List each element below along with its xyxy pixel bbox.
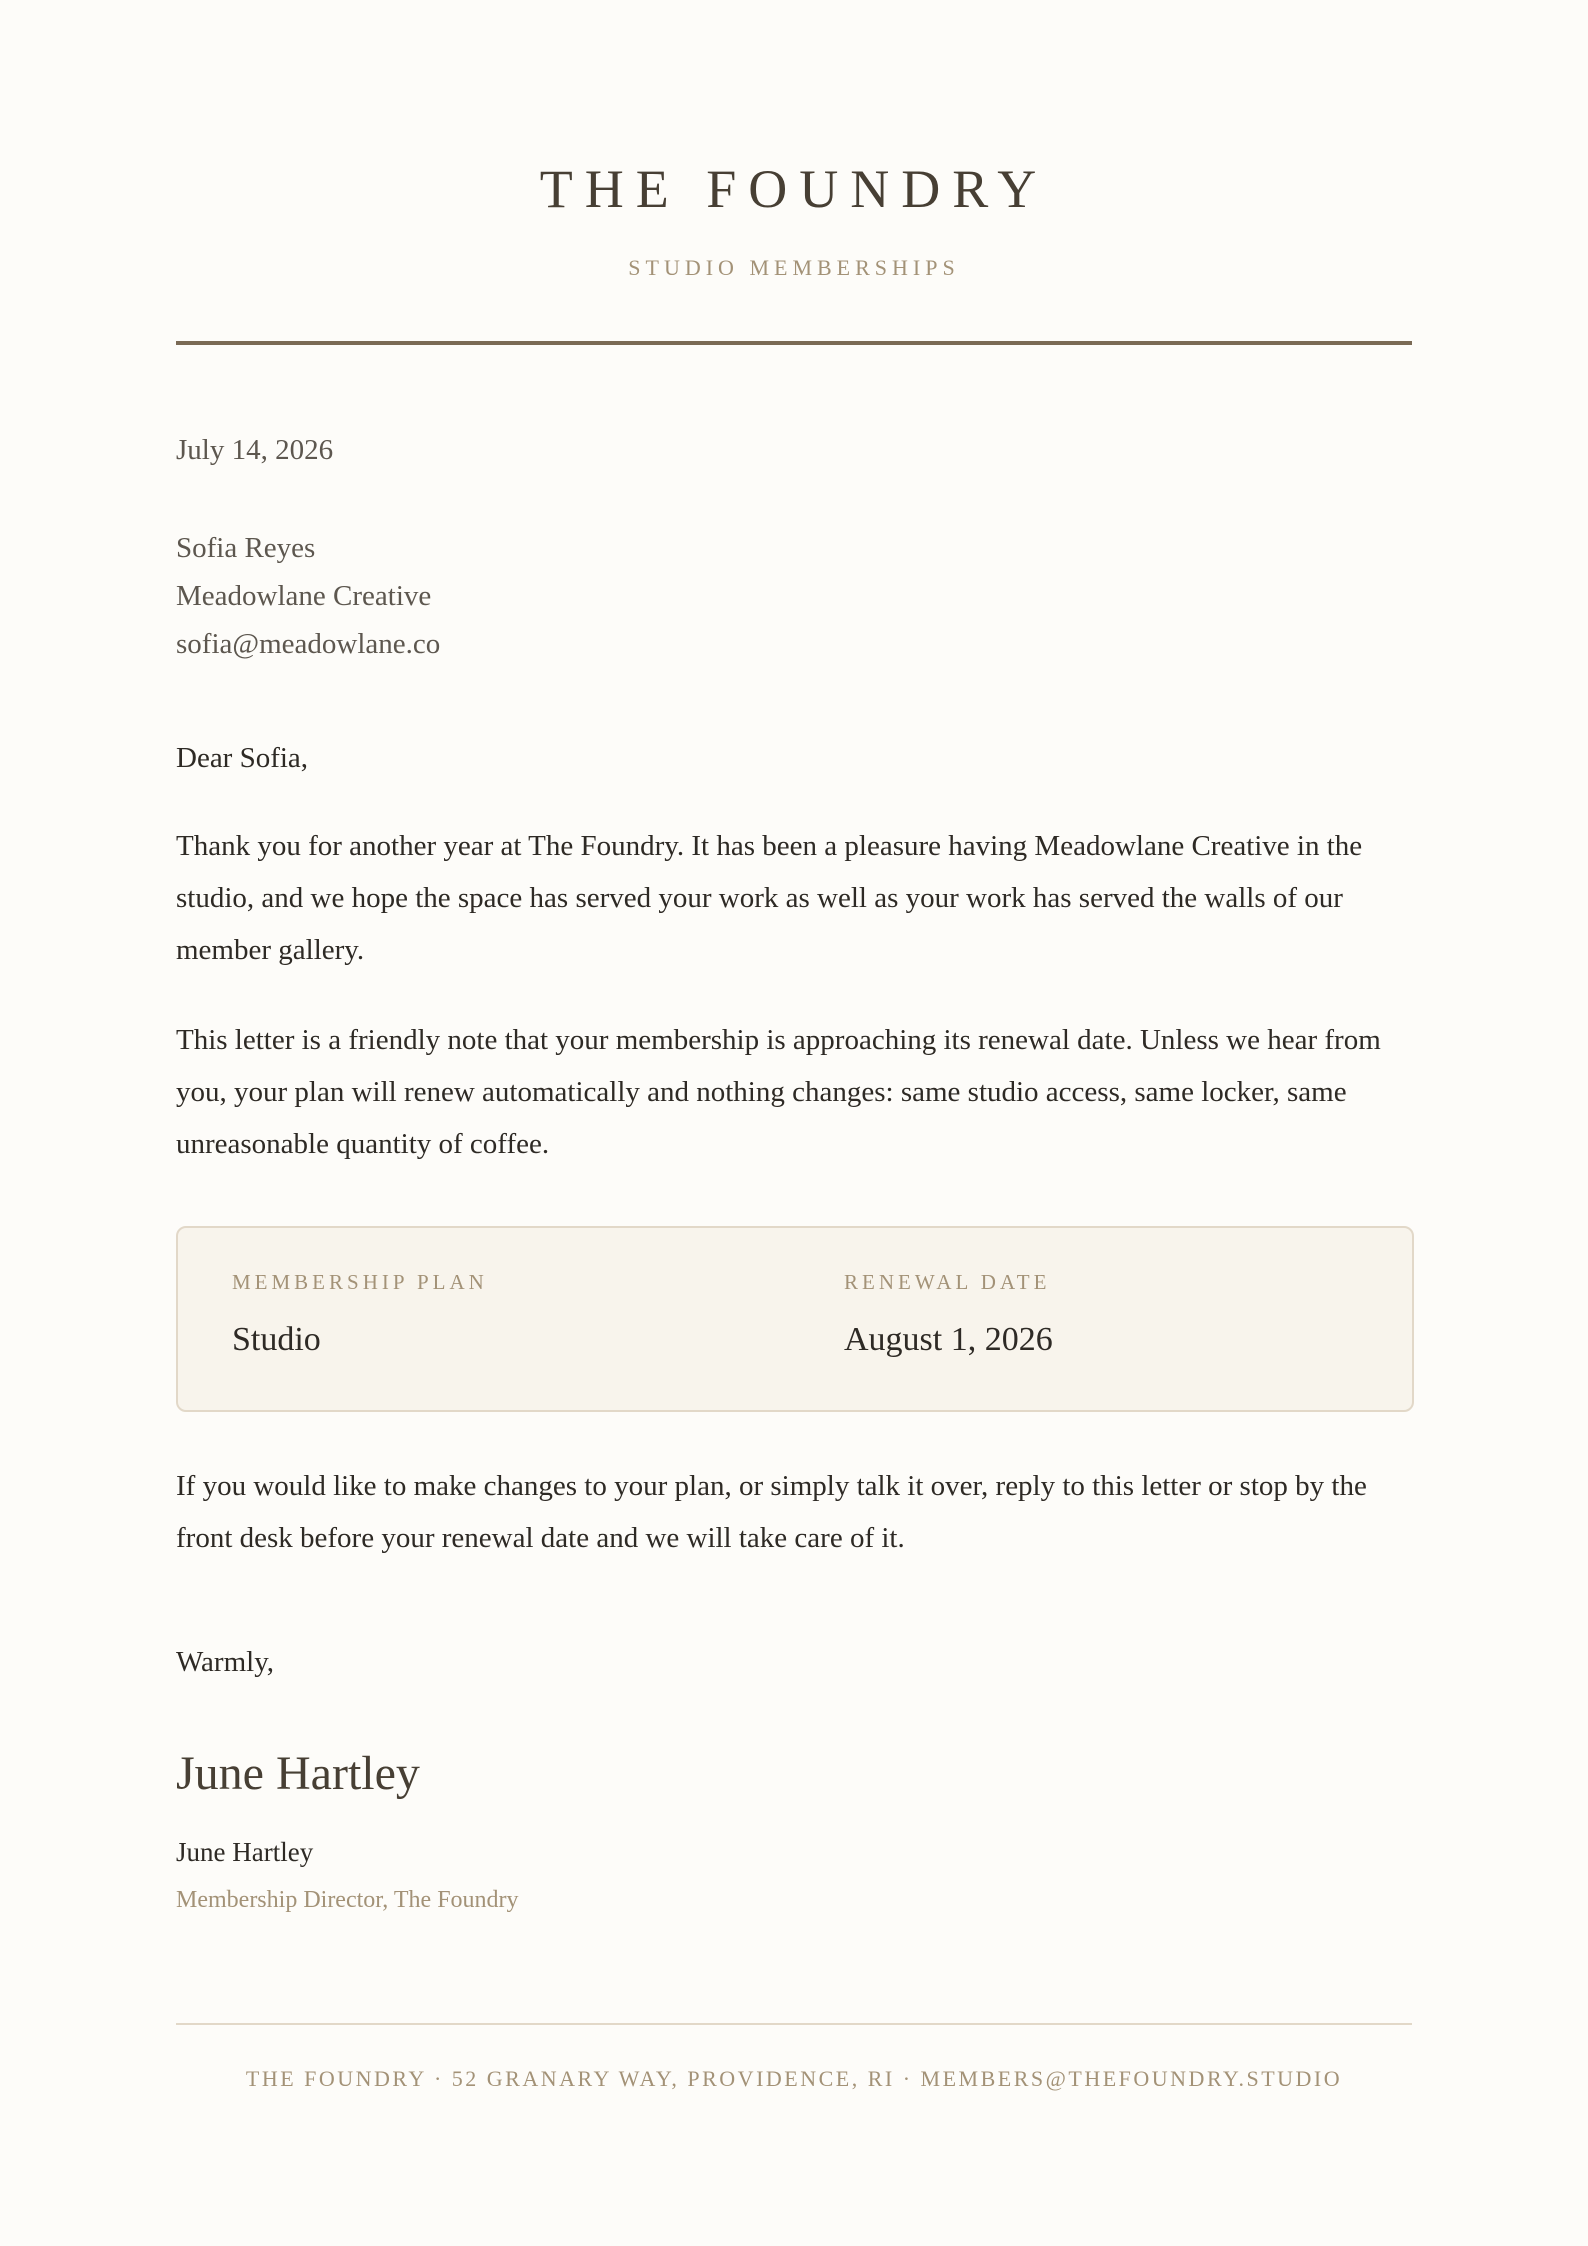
membership-summary-box: [176, 1226, 1414, 1412]
recipient-email: sofia@meadowlane.co: [176, 628, 441, 660]
body-paragraph: If you would like to make changes to your plan, or simply talk it over, reply to this letter or stop by the front desk before your renewal date and we will take care of it.: [176, 1470, 1367, 1554]
signature: June Hartley: [176, 1747, 420, 1800]
brand-title: THE FOUNDRY: [539, 159, 1049, 219]
body-paragraph: This letter is a friendly note that your membership is approaching its renewal date. Unless we hear from you, your plan will renew automatically and nothing changes: same studio access, same locker, same unreasonable quantity of coffee.: [176, 1024, 1381, 1160]
recipient-company: Meadowlane Creative: [176, 580, 432, 612]
footer-address: THE FOUNDRY · 52 GRANARY WAY, PROVIDENCE, RI · MEMBERS@THEFOUNDRY.STUDIO: [245, 2066, 1343, 2091]
greeting: Dear Sofia,: [176, 742, 309, 774]
renewal-column: [844, 1268, 1053, 1362]
brand-tagline: STUDIO MEMBERSHIPS: [628, 255, 960, 280]
plan-label: MEMBERSHIP PLAN: [232, 1270, 488, 1294]
header-divider: [176, 341, 1412, 345]
signer-title: Membership Director, The Foundry: [176, 1887, 519, 1913]
closing: Warmly,: [176, 1646, 275, 1678]
renewal-label: RENEWAL DATE: [844, 1270, 1051, 1294]
footer-divider: [176, 2023, 1412, 2025]
recipient-name: Sofia Reyes: [176, 532, 316, 564]
plan-column: [232, 1268, 488, 1362]
recipient-block: [176, 524, 440, 668]
body-paragraph: Thank you for another year at The Foundry. It has been a pleasure having Meadowlane Creative in the studio, and we hope the space has served your work as well as your work has served the walls of our member gallery.: [176, 830, 1363, 966]
renewal-value: August 1, 2026: [844, 1321, 1053, 1358]
signer-name: June Hartley: [176, 1837, 314, 1867]
letter-date: July 14, 2026: [176, 434, 334, 466]
plan-value: Studio: [232, 1321, 321, 1358]
